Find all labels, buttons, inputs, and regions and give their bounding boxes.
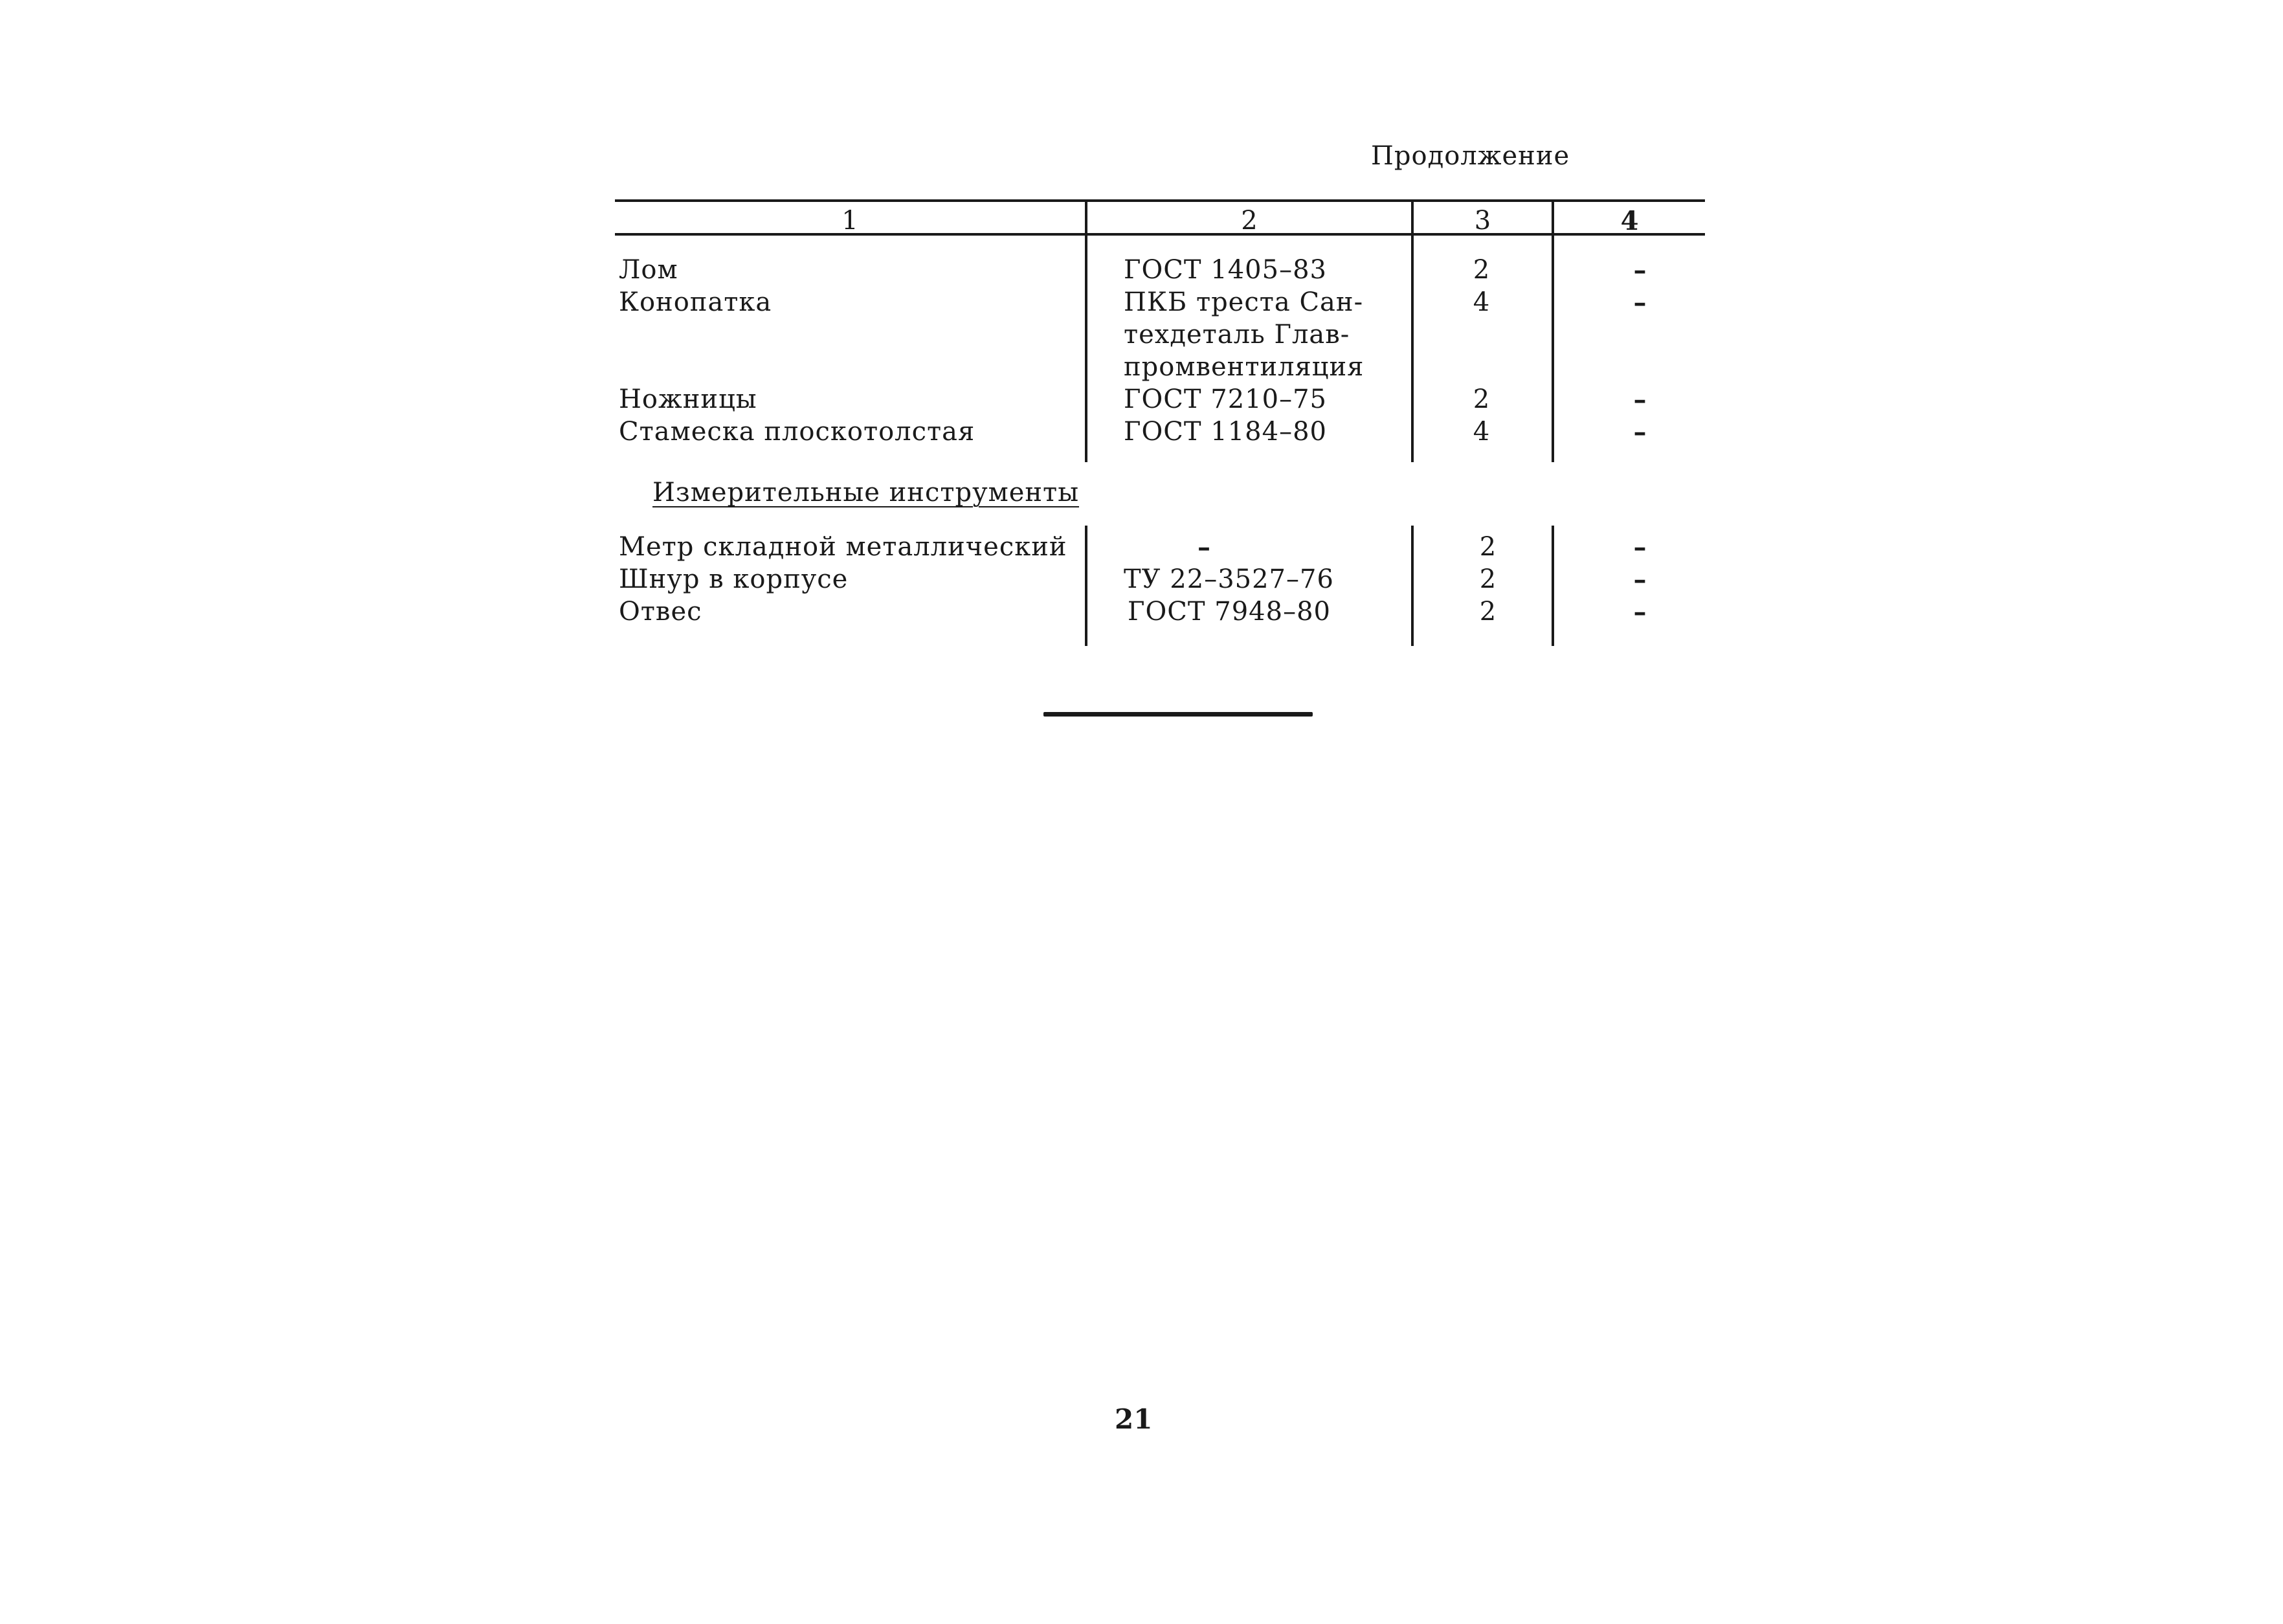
tool-name: Ножницы xyxy=(619,384,757,414)
tool-standard: ПКБ треста Сан- xyxy=(1124,287,1364,317)
tool-name: Лом xyxy=(619,255,678,285)
tool-quantity: 2 xyxy=(1473,255,1491,285)
tool-standard: ТУ 22–3527–76 xyxy=(1124,564,1334,594)
tool-standard: – xyxy=(1197,532,1211,562)
table-top-rule xyxy=(615,199,1705,202)
column-header-4: 4 xyxy=(1620,206,1639,236)
tool-standard: ГОСТ 7948–80 xyxy=(1128,597,1331,627)
continuation-label: Продолжение xyxy=(1371,141,1570,171)
tool-note: – xyxy=(1633,597,1647,627)
column-separator xyxy=(1411,236,1414,462)
tool-quantity: 2 xyxy=(1479,564,1497,594)
tool-note: – xyxy=(1633,384,1647,415)
tool-quantity: 4 xyxy=(1473,417,1491,447)
column-header-2: 2 xyxy=(1241,206,1258,236)
tool-standard: ГОСТ 7210–75 xyxy=(1124,384,1327,414)
tool-name: Метр складной металлический xyxy=(619,532,1067,562)
tool-standard: промвентиляция xyxy=(1124,352,1364,382)
column-separator xyxy=(1085,236,1087,462)
section-end-rule xyxy=(1043,712,1313,717)
tool-name: Конопатка xyxy=(619,287,772,317)
column-header-3: 3 xyxy=(1474,206,1491,236)
tool-quantity: 2 xyxy=(1479,597,1497,627)
tool-note: – xyxy=(1633,255,1647,285)
tool-quantity: 2 xyxy=(1479,532,1497,562)
tool-standard: ГОСТ 1184–80 xyxy=(1124,417,1327,447)
column-separator xyxy=(1085,526,1087,646)
column-separator xyxy=(1552,526,1554,646)
section-title: Измерительные инструменты xyxy=(652,478,1080,507)
tool-name: Отвес xyxy=(619,597,702,627)
tool-note: – xyxy=(1633,532,1647,562)
tool-quantity: 4 xyxy=(1473,287,1491,317)
tool-note: – xyxy=(1633,564,1647,595)
tool-name: Шнур в корпусе xyxy=(619,564,849,594)
column-separator xyxy=(1552,236,1554,462)
tool-standard: ГОСТ 1405–83 xyxy=(1124,255,1327,285)
page-number: 21 xyxy=(1115,1403,1153,1435)
tool-note: – xyxy=(1633,287,1647,318)
tool-note: – xyxy=(1633,417,1647,447)
tool-standard: техдеталь Глав- xyxy=(1124,320,1350,350)
column-separator xyxy=(1411,526,1414,646)
tool-name: Стамеска плоскотолстая xyxy=(619,417,975,447)
tool-quantity: 2 xyxy=(1473,384,1491,414)
column-header-1: 1 xyxy=(841,206,858,236)
